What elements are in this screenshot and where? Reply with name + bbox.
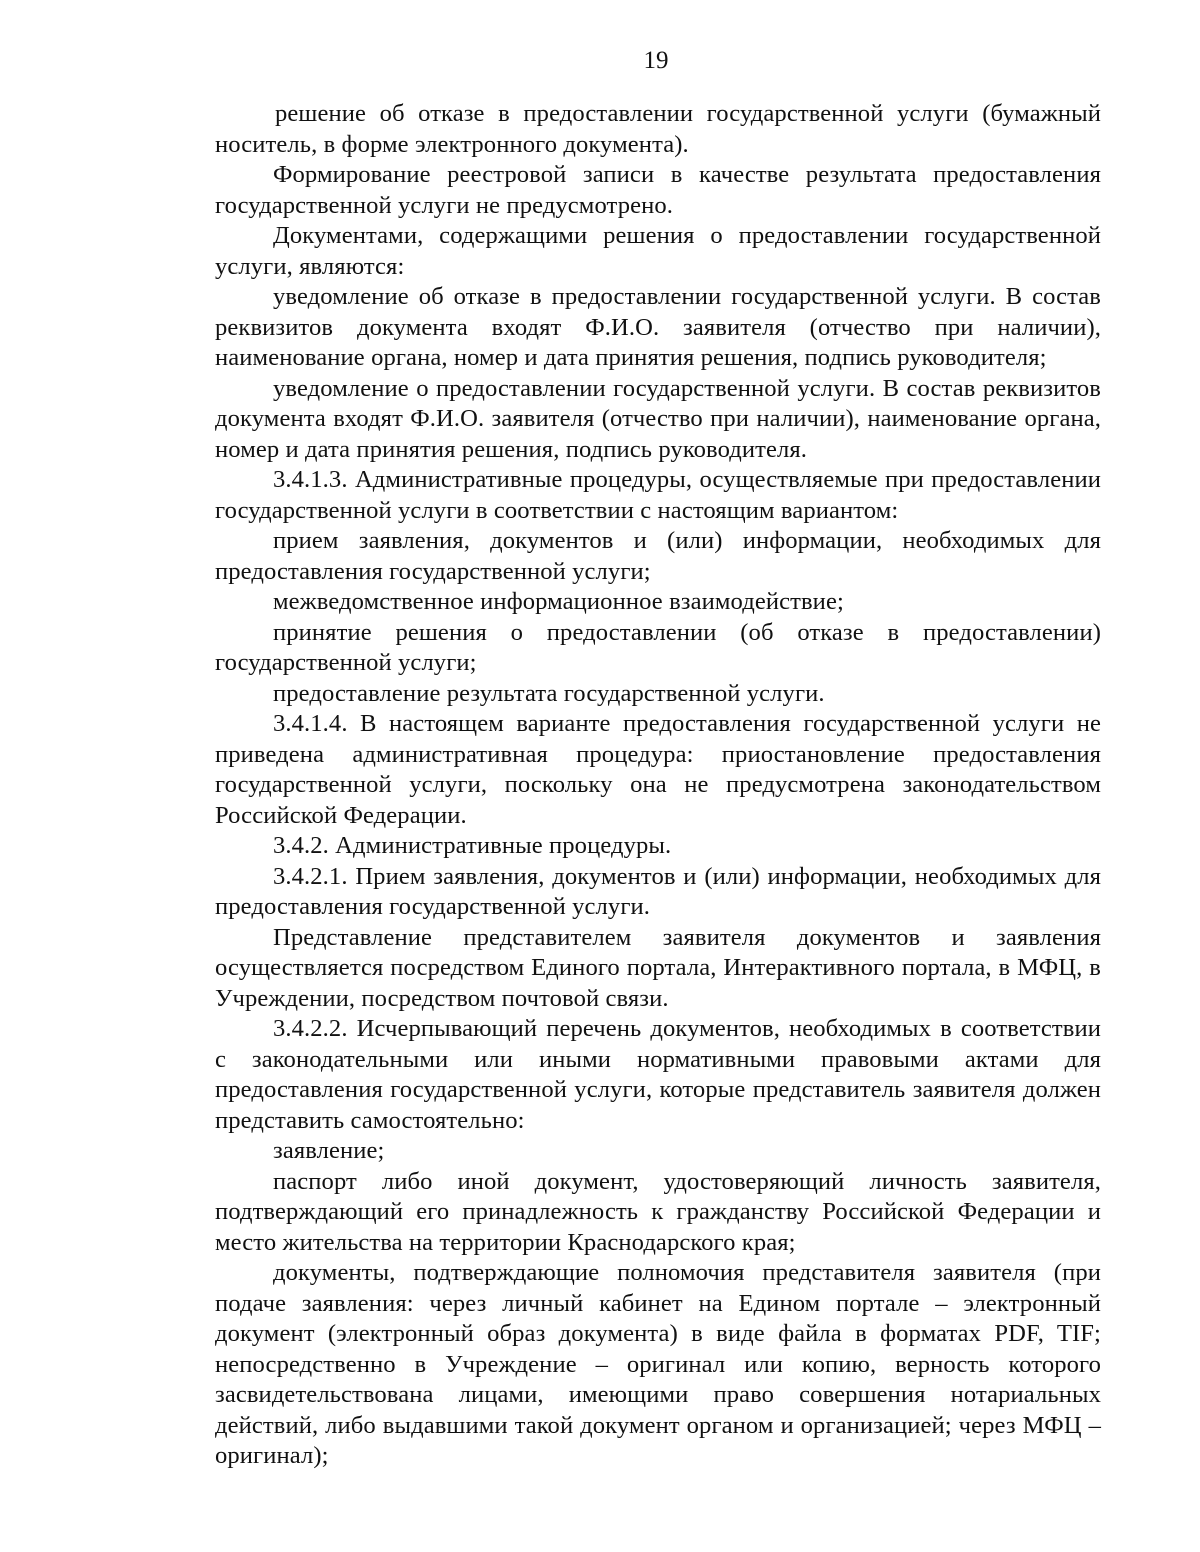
paragraph: уведомление о предоставлении государственной услуги. В состав реквизитов документа входят Ф.И.О. заявителя (отчество при наличии), наименование органа, номер и дата принятия решения, подпись руководителя. [215,374,1101,463]
paragraph: Документами, содержащими решения о предоставлении государственной услуги, являются: [215,222,1101,280]
paragraph: заявление; [273,1137,385,1164]
paragraph: принятие решения о предоставлении (об отказе в предоставлении) государственной услуги; [215,618,1101,676]
paragraph: предоставление результата государственной услуги. [273,679,825,707]
paragraph: 3.4.2.2. Исчерпывающий перечень документов, необходимых в соответствии с законодательными или иными нормативными правовыми актами для предоставления государственной услуги, которые представитель заявителя должен представить самостоятельно: [215,1015,1101,1134]
paragraph: межведомственное информационное взаимодействие; [273,588,844,615]
paragraph: 3.4.1.3. Административные процедуры, осуществляемые при предоставлении государственной услуги в соответствии с настоящим вариантом: [215,466,1101,524]
paragraph: Представление представителем заявителя документов и заявления осуществляется посредством Единого портала, Интерактивного портала, в МФЦ, в Учреждении, посредством почтовой связи. [215,923,1101,1012]
paragraph: решение об отказе в предоставлении государственной услуги (бумажный носитель, в форме электронного документа). [215,100,1101,158]
paragraph: паспорт либо иной документ, удостоверяющий личность заявителя, подтверждающий его принадлежность к гражданству Российской Федерации и место жительства на территории Краснодарского края; [215,1167,1101,1256]
paragraph: Формирование реестровой записи в качестве результата предоставления государственной услуги не предусмотрено. [215,161,1101,219]
document-body [215,99,1101,1472]
paragraph: 3.4.2.1. Прием заявления, документов и (или) информации, необходимых для предоставления государственной услуги. [215,862,1101,920]
paragraph: документы, подтверждающие полномочия представителя заявителя (при подаче заявления: через личный кабинет на Едином портале – электронный документ (электронный образ документа) в виде файла в форматах PDF, TIF; непосредственно в Учреждение – оригинал или копию, верность которого засвидетельствована лицами, имеющими право совершения нотариальных действий, либо выдавшими такой документ органом и организацией; через МФЦ – оригинал); [215,1259,1101,1469]
paragraph: прием заявления, документов и (или) информации, необходимых для предоставления государственной услуги; [215,527,1101,585]
paragraph: уведомление об отказе в предоставлении государственной услуги. В состав реквизитов документа входят Ф.И.О. заявителя (отчество при наличии), наименование органа, номер и дата принятия решения, подпись руководителя; [215,283,1101,371]
paragraph: 3.4.2. Административные процедуры. [273,832,672,859]
page-number: 19 [643,47,669,74]
paragraph: 3.4.1.4. В настоящем варианте предоставления государственной услуги не приведена административная процедура: приостановление предоставления государственной услуги, поскольку она не предусмотрена законодательством Российской Федерации. [215,710,1101,829]
